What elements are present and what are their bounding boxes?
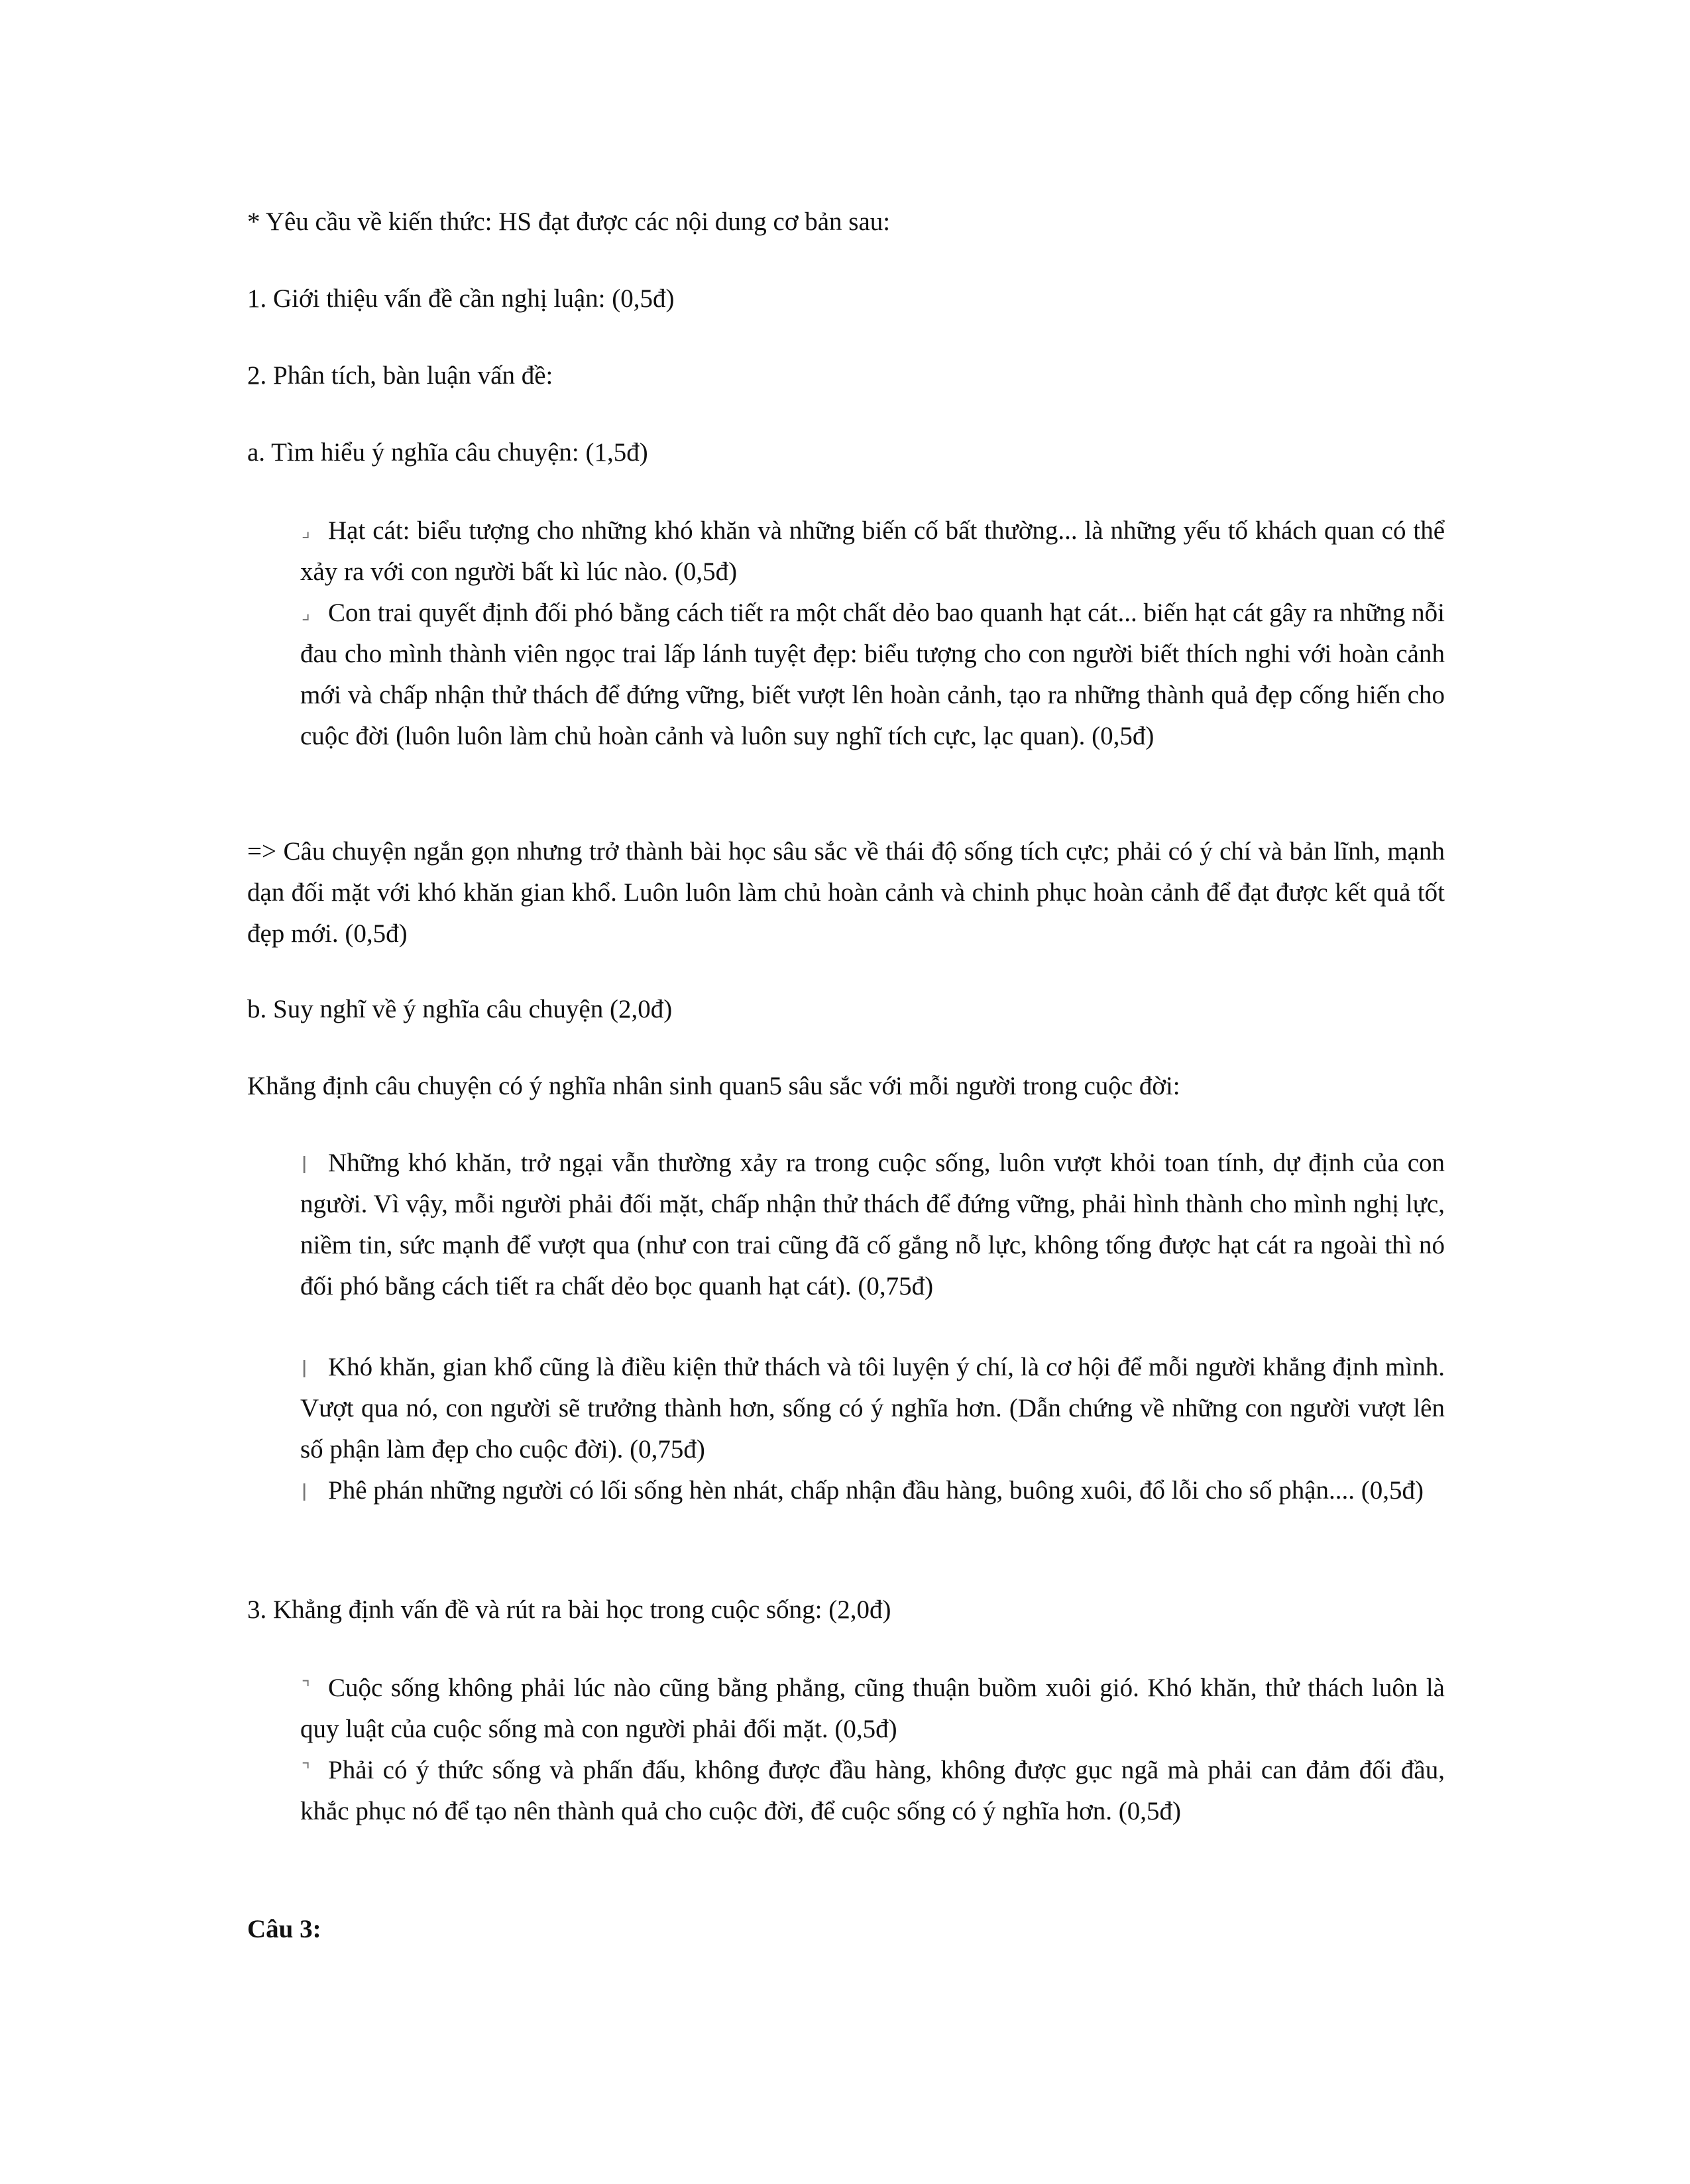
section-a-item-1: [300, 510, 1445, 593]
section-b-item-3-text: Phê phán những người có lối sống hèn nhát, chấp nhận đầu hàng, buông xuôi, đổ lỗi cho số phận.... (0,5đ): [328, 1476, 1424, 1505]
bullet-icon: ⌝: [302, 1677, 311, 1699]
section-a-item-2-text: Con trai quyết định đối phó bằng cách tiết ra một chất dẻo bao quanh hạt cát... biến hạt cát gây ra những nỗi đau cho mình thành viên ngọc trai lấp lánh tuyệt đẹp: biểu tượng cho con người biết thích nghi với hoàn cảnh mới và chấp nhận thử thách để đứng vững, biết vượt lên hoàn cảnh, tạo ra những thành quả đẹp cống hiến cho cuộc đời (luôn luôn làm chủ hoàn cảnh và luôn suy nghĩ tích cực, lạc quan). (0,5đ): [300, 599, 1445, 750]
section-a-heading: a. Tìm hiểu ý nghĩa câu chuyện: (1,5đ): [247, 438, 648, 467]
bullet-icon: ǀ: [302, 1479, 308, 1501]
section-b-item-1-text: Những khó khăn, trở ngại vẫn thường xảy ra trong cuộc sống, luôn vượt khỏi toan tính, dự định của con người. Vì vậy, mỗi người phải đối mặt, chấp nhận thử thách để đứng vững, phải hình thành cho mình nghị lực, niềm tin, sức mạnh để vượt qua (như con trai cũng đã cố gắng nỗ lực, không tống được hạt cát ra ngoài thì nó đối phó bằng cách tiết ra chất dẻo bọc quanh hạt cát). (0,75đ): [300, 1149, 1445, 1300]
section-b-item-2-text: Khó khăn, gian khổ cũng là điều kiện thử thách và tôi luyện ý chí, là cơ hội để mỗi người khẳng định mình. Vượt qua nó, con người sẽ trưởng thành hơn, sống có ý nghĩa hơn. (Dẫn chứng về những con người vượt lên số phận làm đẹp cho cuộc đời). (0,75đ): [300, 1353, 1445, 1464]
bullet-icon: ǀ: [302, 1356, 308, 1378]
section-b-item-2: [300, 1347, 1445, 1470]
section-b-item-3: [300, 1470, 1445, 1511]
question-3-heading: Câu 3:: [247, 1915, 321, 1943]
section-3-item-2-text: Phải có ý thức sống và phấn đấu, không được đầu hàng, không được gục ngã mà phải can đảm đối đầu, khắc phục nó để tạo nên thành quả cho cuộc đời, để cuộc sống có ý nghĩa hơn. (0,5đ): [300, 1756, 1445, 1825]
section-a-item-1-text: Hạt cát: biểu tượng cho những khó khăn và những biến cố bất thường... là những yếu tố khách quan có thể xảy ra với con người bất kì lúc nào. (0,5đ): [300, 516, 1445, 586]
bullet-icon: ⌝: [302, 1759, 311, 1781]
section-b-heading: b. Suy nghĩ về ý nghĩa câu chuyện (2,0đ): [247, 995, 673, 1023]
section-a-conclusion: => Câu chuyện ngắn gọn nhưng trở thành bài học sâu sắc về thái độ sống tích cực; phải có ý chí và bản lĩnh, mạnh dạn đối mặt với khó khăn gian khổ. Luôn luôn làm chủ hoàn cảnh và chinh phục hoàn cảnh để đạt được kết quả tốt đẹp mới. (0,5đ): [247, 837, 1445, 948]
section-3-heading: 3. Khẳng định vấn đề và rút ra bài học trong cuộc sống: (2,0đ): [247, 1595, 891, 1624]
knowledge-requirement-line: * Yêu cầu về kiến thức: HS đạt được các nội dung cơ bản sau:: [247, 207, 891, 236]
section-b-item-1: [300, 1143, 1445, 1307]
bullet-icon: ⌟: [302, 520, 311, 542]
bullet-icon: ⌟: [302, 602, 311, 624]
bullet-icon: ǀ: [302, 1152, 308, 1174]
section-a-item-2: [300, 593, 1445, 757]
section-3-item-1-text: Cuộc sống không phải lúc nào cũng bằng phẳng, cũng thuận buồm xuôi gió. Khó khăn, thử thách luôn là quy luật của cuộc sống mà con người phải đối mặt. (0,5đ): [300, 1674, 1445, 1743]
section-3-item-1: [300, 1668, 1445, 1750]
intro-issue-line: 1. Giới thiệu vấn đề cần nghị luận: (0,5đ): [247, 284, 675, 313]
analysis-heading: 2. Phân tích, bàn luận vấn đề:: [247, 361, 553, 390]
section-3-item-2: [300, 1750, 1445, 1832]
section-b-intro: Khẳng định câu chuyện có ý nghĩa nhân sinh quan5 sâu sắc với mỗi người trong cuộc đời:: [247, 1072, 1180, 1100]
